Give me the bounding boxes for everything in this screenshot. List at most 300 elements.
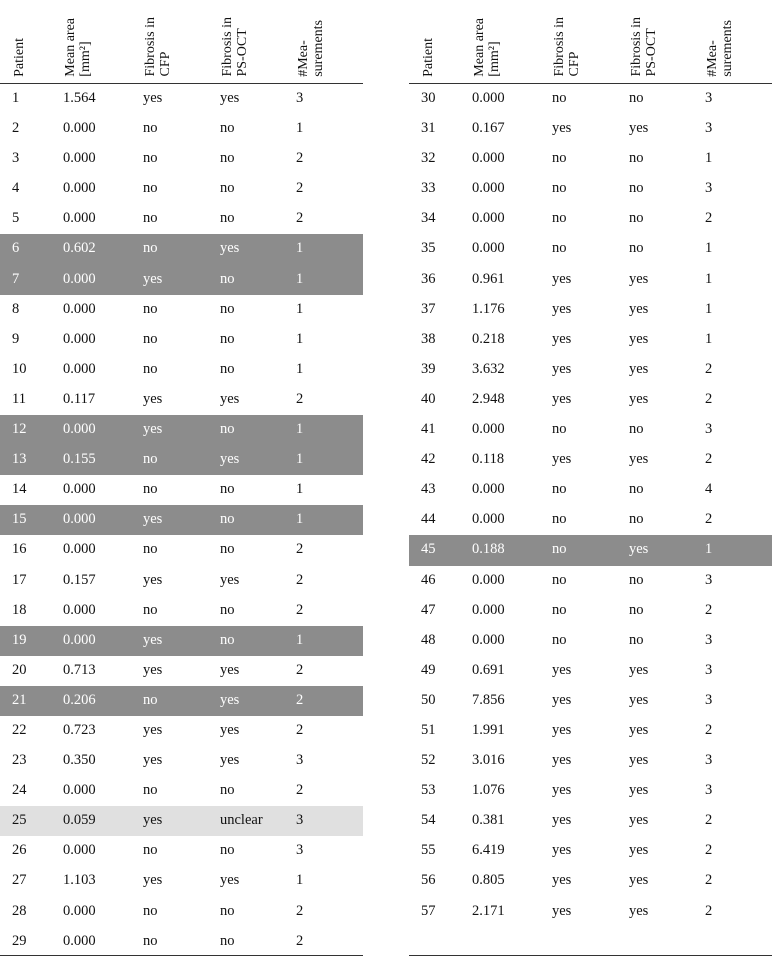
cell-fibrosis-cfp: yes xyxy=(552,782,572,799)
cell-measurements: 2 xyxy=(296,691,304,708)
cell-mean-area: 1.991 xyxy=(472,721,505,738)
cell-measurements: 2 xyxy=(705,872,713,889)
cell-measurements: 2 xyxy=(296,571,304,588)
cell-measurements: 2 xyxy=(296,902,304,919)
table-row xyxy=(409,686,772,716)
cell-fibrosis-psoct: yes xyxy=(629,872,649,889)
table-row xyxy=(0,385,363,415)
cell-patient: 30 xyxy=(421,90,436,106)
cell-fibrosis-cfp: no xyxy=(143,541,158,558)
cell-measurements: 1 xyxy=(296,360,304,377)
cell-patient: 42 xyxy=(421,451,436,468)
cell-measurements: 3 xyxy=(705,90,713,106)
cell-patient: 33 xyxy=(421,180,436,197)
cell-fibrosis-psoct: no xyxy=(220,932,235,949)
cell-measurements: 1 xyxy=(705,330,713,347)
cell-fibrosis-cfp: yes xyxy=(143,571,163,588)
cell-patient: 13 xyxy=(12,451,27,468)
cell-fibrosis-cfp: yes xyxy=(552,842,572,859)
cell-mean-area: 0.000 xyxy=(63,150,96,167)
cell-patient: 8 xyxy=(12,300,20,317)
cell-mean-area: 0.000 xyxy=(472,511,505,528)
cell-fibrosis-cfp: no xyxy=(143,180,158,197)
cell-mean-area: 0.000 xyxy=(472,150,505,167)
cell-measurements: 3 xyxy=(296,842,304,859)
cell-mean-area: 0.723 xyxy=(63,721,96,738)
cell-patient: 4 xyxy=(12,180,20,197)
cell-measurements: 1 xyxy=(296,300,304,317)
table-row xyxy=(0,204,363,234)
cell-patient: 34 xyxy=(421,210,436,227)
cell-fibrosis-psoct: yes xyxy=(220,571,240,588)
cell-measurements: 1 xyxy=(296,240,304,257)
cell-patient: 5 xyxy=(12,210,20,227)
table-row xyxy=(409,866,772,896)
cell-fibrosis-cfp: no xyxy=(552,601,567,618)
cell-mean-area: 0.000 xyxy=(63,541,96,558)
cell-mean-area: 1.076 xyxy=(472,782,505,799)
cell-fibrosis-psoct: yes xyxy=(220,90,240,106)
cell-patient: 31 xyxy=(421,120,436,137)
cell-patient: 6 xyxy=(12,240,20,257)
cell-fibrosis-psoct: yes xyxy=(629,270,649,287)
cell-measurements: 2 xyxy=(296,601,304,618)
cell-fibrosis-cfp: yes xyxy=(552,902,572,919)
cell-mean-area: 0.155 xyxy=(63,451,96,468)
cell-fibrosis-cfp: no xyxy=(552,421,567,438)
cell-measurements: 1 xyxy=(705,150,713,167)
cell-measurements: 2 xyxy=(705,451,713,468)
header-patient: Patient xyxy=(12,38,27,77)
cell-patient: 53 xyxy=(421,782,436,799)
cell-measurements: 3 xyxy=(705,120,713,137)
cell-mean-area: 2.171 xyxy=(472,902,505,919)
table-row xyxy=(0,626,363,656)
cell-measurements: 3 xyxy=(705,421,713,438)
table-row xyxy=(409,234,772,264)
cell-fibrosis-cfp: yes xyxy=(143,812,163,829)
table-row xyxy=(0,746,363,776)
table-row xyxy=(0,897,363,927)
table-row xyxy=(409,325,772,355)
cell-fibrosis-cfp: no xyxy=(552,481,567,498)
header-fibrosis-cfp: Fibrosis in CFP xyxy=(143,17,173,77)
cell-fibrosis-cfp: no xyxy=(143,240,158,257)
cell-fibrosis-psoct: no xyxy=(220,601,235,618)
cell-fibrosis-cfp: no xyxy=(552,150,567,167)
cell-fibrosis-psoct: yes xyxy=(629,300,649,317)
cell-fibrosis-psoct: unclear xyxy=(220,812,263,829)
cell-fibrosis-cfp: yes xyxy=(552,451,572,468)
cell-fibrosis-psoct: yes xyxy=(629,360,649,377)
table-row xyxy=(409,806,772,836)
cell-fibrosis-cfp: yes xyxy=(552,360,572,377)
cell-fibrosis-cfp: yes xyxy=(143,90,163,106)
cell-fibrosis-cfp: yes xyxy=(552,721,572,738)
table-row xyxy=(0,686,363,716)
cell-mean-area: 0.206 xyxy=(63,691,96,708)
table-row xyxy=(409,295,772,325)
table-row xyxy=(409,174,772,204)
cell-fibrosis-cfp: no xyxy=(552,541,567,558)
cell-fibrosis-cfp: no xyxy=(143,842,158,859)
cell-fibrosis-psoct: no xyxy=(629,421,644,438)
cell-mean-area: 1.564 xyxy=(63,90,96,106)
table-row xyxy=(409,415,772,445)
cell-patient: 57 xyxy=(421,902,436,919)
cell-fibrosis-cfp: no xyxy=(143,601,158,618)
cell-patient: 9 xyxy=(12,330,20,347)
cell-patient: 10 xyxy=(12,360,27,377)
header-mean-area: Mean area [mm²] xyxy=(63,18,93,77)
cell-fibrosis-psoct: no xyxy=(629,511,644,528)
table-row xyxy=(0,445,363,475)
cell-measurements: 2 xyxy=(705,210,713,227)
cell-mean-area: 0.000 xyxy=(472,631,505,648)
cell-patient: 23 xyxy=(12,752,27,769)
table-row xyxy=(409,84,772,114)
cell-mean-area: 0.000 xyxy=(63,360,96,377)
table-row xyxy=(0,355,363,385)
cell-patient: 2 xyxy=(12,120,20,137)
cell-patient: 29 xyxy=(12,932,27,949)
cell-fibrosis-psoct: yes xyxy=(629,451,649,468)
cell-measurements: 1 xyxy=(296,451,304,468)
cell-fibrosis-cfp: no xyxy=(143,330,158,347)
cell-mean-area: 0.000 xyxy=(63,511,96,528)
cell-patient: 22 xyxy=(12,721,27,738)
cell-measurements: 2 xyxy=(296,150,304,167)
cell-fibrosis-psoct: yes xyxy=(629,390,649,407)
table-row xyxy=(0,295,363,325)
cell-mean-area: 0.350 xyxy=(63,752,96,769)
cell-measurements: 2 xyxy=(705,721,713,738)
cell-fibrosis-cfp: no xyxy=(143,210,158,227)
cell-patient: 27 xyxy=(12,872,27,889)
cell-patient: 50 xyxy=(421,691,436,708)
cell-fibrosis-psoct: yes xyxy=(629,330,649,347)
table-row xyxy=(409,746,772,776)
header-measurements: #Mea- surements xyxy=(296,20,326,77)
cell-fibrosis-psoct: yes xyxy=(629,661,649,678)
cell-mean-area: 1.103 xyxy=(63,872,96,889)
cell-mean-area: 0.000 xyxy=(63,932,96,949)
cell-fibrosis-psoct: no xyxy=(220,511,235,528)
header-fibrosis-psoct: Fibrosis in PS-OCT xyxy=(220,17,250,77)
header-fibrosis-cfp: Fibrosis in CFP xyxy=(552,17,582,77)
cell-fibrosis-cfp: no xyxy=(143,481,158,498)
cell-mean-area: 0.000 xyxy=(63,120,96,137)
cell-patient: 55 xyxy=(421,842,436,859)
cell-measurements: 2 xyxy=(296,390,304,407)
cell-measurements: 1 xyxy=(296,481,304,498)
cell-measurements: 2 xyxy=(296,210,304,227)
cell-fibrosis-psoct: no xyxy=(220,541,235,558)
cell-measurements: 2 xyxy=(296,661,304,678)
table-row xyxy=(409,626,772,656)
cell-mean-area: 0.000 xyxy=(63,902,96,919)
cell-measurements: 1 xyxy=(296,330,304,347)
table-row xyxy=(0,596,363,626)
table-row xyxy=(0,325,363,355)
table-row xyxy=(409,265,772,295)
cell-fibrosis-psoct: yes xyxy=(629,691,649,708)
cell-patient: 38 xyxy=(421,330,436,347)
cell-fibrosis-cfp: yes xyxy=(143,390,163,407)
cell-mean-area: 0.000 xyxy=(63,421,96,438)
cell-fibrosis-cfp: no xyxy=(143,691,158,708)
cell-mean-area: 0.000 xyxy=(472,481,505,498)
cell-measurements: 3 xyxy=(705,180,713,197)
cell-patient: 37 xyxy=(421,300,436,317)
cell-patient: 35 xyxy=(421,240,436,257)
cell-mean-area: 0.000 xyxy=(63,210,96,227)
cell-measurements: 2 xyxy=(705,511,713,528)
cell-mean-area: 0.000 xyxy=(472,571,505,588)
cell-fibrosis-psoct: no xyxy=(220,180,235,197)
cell-fibrosis-cfp: no xyxy=(552,240,567,257)
cell-mean-area: 0.961 xyxy=(472,270,505,287)
header-fibrosis-psoct: Fibrosis in PS-OCT xyxy=(629,17,659,77)
cell-fibrosis-cfp: no xyxy=(143,932,158,949)
cell-fibrosis-psoct: no xyxy=(220,360,235,377)
cell-mean-area: 0.000 xyxy=(63,631,96,648)
cell-fibrosis-psoct: no xyxy=(220,270,235,287)
cell-patient: 44 xyxy=(421,511,436,528)
cell-patient: 16 xyxy=(12,541,27,558)
header-patient: Patient xyxy=(421,38,436,77)
cell-fibrosis-psoct: no xyxy=(220,150,235,167)
cell-fibrosis-psoct: no xyxy=(220,481,235,498)
cell-patient: 21 xyxy=(12,691,27,708)
cell-measurements: 2 xyxy=(705,812,713,829)
cell-fibrosis-cfp: no xyxy=(552,571,567,588)
table-row xyxy=(0,114,363,144)
cell-measurements: 1 xyxy=(705,240,713,257)
cell-measurements: 1 xyxy=(296,631,304,648)
cell-fibrosis-psoct: yes xyxy=(220,240,240,257)
table-row xyxy=(0,265,363,295)
cell-patient: 49 xyxy=(421,661,436,678)
cell-fibrosis-cfp: yes xyxy=(143,752,163,769)
cell-mean-area: 0.000 xyxy=(63,601,96,618)
cell-fibrosis-psoct: yes xyxy=(629,812,649,829)
cell-fibrosis-cfp: no xyxy=(552,90,567,106)
cell-fibrosis-psoct: no xyxy=(220,300,235,317)
cell-patient: 12 xyxy=(12,421,27,438)
cell-mean-area: 2.948 xyxy=(472,390,505,407)
cell-mean-area: 0.000 xyxy=(63,782,96,799)
cell-mean-area: 6.419 xyxy=(472,842,505,859)
cell-fibrosis-cfp: yes xyxy=(552,390,572,407)
cell-patient: 19 xyxy=(12,631,27,648)
cell-fibrosis-psoct: no xyxy=(629,601,644,618)
cell-patient: 36 xyxy=(421,270,436,287)
table-row xyxy=(409,897,772,927)
cell-measurements: 2 xyxy=(705,842,713,859)
cell-fibrosis-cfp: yes xyxy=(552,120,572,137)
cell-patient: 52 xyxy=(421,752,436,769)
cell-patient: 3 xyxy=(12,150,20,167)
table-row xyxy=(0,836,363,866)
table-row xyxy=(409,114,772,144)
cell-fibrosis-psoct: no xyxy=(629,150,644,167)
cell-fibrosis-psoct: yes xyxy=(220,752,240,769)
cell-fibrosis-cfp: yes xyxy=(143,631,163,648)
header-measurements: #Mea- surements xyxy=(705,20,735,77)
cell-mean-area: 0.713 xyxy=(63,661,96,678)
cell-fibrosis-cfp: yes xyxy=(552,872,572,889)
cell-fibrosis-cfp: no xyxy=(552,631,567,648)
cell-fibrosis-cfp: yes xyxy=(552,270,572,287)
cell-fibrosis-cfp: no xyxy=(552,511,567,528)
cell-fibrosis-cfp: yes xyxy=(143,421,163,438)
cell-mean-area: 0.000 xyxy=(63,842,96,859)
cell-measurements: 2 xyxy=(296,541,304,558)
cell-patient: 39 xyxy=(421,360,436,377)
cell-fibrosis-cfp: yes xyxy=(143,661,163,678)
cell-fibrosis-psoct: yes xyxy=(629,842,649,859)
cell-fibrosis-psoct: no xyxy=(220,210,235,227)
cell-fibrosis-psoct: no xyxy=(220,330,235,347)
cell-fibrosis-psoct: no xyxy=(629,571,644,588)
cell-measurements: 2 xyxy=(705,390,713,407)
table-row xyxy=(409,566,772,596)
cell-measurements: 1 xyxy=(705,300,713,317)
cell-measurements: 1 xyxy=(296,270,304,287)
cell-mean-area: 1.176 xyxy=(472,300,505,317)
left-table xyxy=(0,0,363,957)
cell-fibrosis-psoct: no xyxy=(629,631,644,648)
cell-mean-area: 0.381 xyxy=(472,812,505,829)
cell-patient: 45 xyxy=(421,541,436,558)
cell-measurements: 3 xyxy=(296,90,304,106)
table-row xyxy=(0,927,363,957)
cell-mean-area: 0.000 xyxy=(63,180,96,197)
table-row xyxy=(409,385,772,415)
cell-patient: 26 xyxy=(12,842,27,859)
cell-measurements: 2 xyxy=(296,782,304,799)
cell-fibrosis-psoct: no xyxy=(629,481,644,498)
cell-fibrosis-psoct: no xyxy=(220,782,235,799)
cell-mean-area: 0.167 xyxy=(472,120,505,137)
cell-patient: 28 xyxy=(12,902,27,919)
cell-fibrosis-cfp: yes xyxy=(552,752,572,769)
cell-fibrosis-cfp: no xyxy=(143,360,158,377)
table-row xyxy=(409,505,772,535)
cell-fibrosis-psoct: yes xyxy=(220,691,240,708)
table-row xyxy=(409,475,772,505)
cell-patient: 24 xyxy=(12,782,27,799)
cell-fibrosis-cfp: no xyxy=(552,210,567,227)
table-row xyxy=(409,144,772,174)
cell-fibrosis-psoct: yes xyxy=(629,721,649,738)
table-row xyxy=(0,84,363,114)
cell-measurements: 2 xyxy=(705,902,713,919)
cell-patient: 14 xyxy=(12,481,27,498)
cell-patient: 32 xyxy=(421,150,436,167)
cell-measurements: 1 xyxy=(296,421,304,438)
cell-patient: 25 xyxy=(12,812,27,829)
cell-mean-area: 0.157 xyxy=(63,571,96,588)
bottom-rule xyxy=(0,955,363,956)
bottom-rule xyxy=(409,955,772,956)
cell-fibrosis-cfp: no xyxy=(143,451,158,468)
cell-mean-area: 0.117 xyxy=(63,390,96,407)
cell-fibrosis-psoct: yes xyxy=(629,120,649,137)
cell-fibrosis-cfp: no xyxy=(143,300,158,317)
cell-fibrosis-cfp: yes xyxy=(143,721,163,738)
cell-mean-area: 0.059 xyxy=(63,812,96,829)
cell-fibrosis-psoct: yes xyxy=(629,541,649,558)
cell-fibrosis-cfp: no xyxy=(143,120,158,137)
table-row xyxy=(0,475,363,505)
cell-mean-area: 0.691 xyxy=(472,661,505,678)
cell-mean-area: 0.218 xyxy=(472,330,505,347)
cell-fibrosis-cfp: yes xyxy=(143,872,163,889)
cell-fibrosis-cfp: yes xyxy=(552,691,572,708)
cell-patient: 54 xyxy=(421,812,436,829)
cell-mean-area: 0.188 xyxy=(472,541,505,558)
cell-fibrosis-psoct: yes xyxy=(220,451,240,468)
cell-patient: 18 xyxy=(12,601,27,618)
cell-measurements: 2 xyxy=(296,932,304,949)
right-table xyxy=(409,0,772,927)
cell-fibrosis-psoct: yes xyxy=(629,782,649,799)
table-row xyxy=(0,776,363,806)
cell-mean-area: 0.000 xyxy=(472,210,505,227)
cell-patient: 48 xyxy=(421,631,436,648)
cell-fibrosis-psoct: no xyxy=(220,631,235,648)
table-row xyxy=(0,415,363,445)
cell-fibrosis-psoct: yes xyxy=(220,661,240,678)
table-row xyxy=(0,535,363,565)
header-mean-area: Mean area [mm²] xyxy=(472,18,502,77)
cell-fibrosis-psoct: yes xyxy=(629,902,649,919)
table-row xyxy=(409,204,772,234)
table-row xyxy=(409,355,772,385)
cell-measurements: 3 xyxy=(705,752,713,769)
cell-measurements: 1 xyxy=(705,541,713,558)
cell-fibrosis-cfp: yes xyxy=(552,812,572,829)
cell-measurements: 3 xyxy=(296,752,304,769)
cell-measurements: 4 xyxy=(705,481,713,498)
cell-measurements: 1 xyxy=(705,270,713,287)
cell-fibrosis-psoct: no xyxy=(629,90,644,106)
cell-patient: 11 xyxy=(12,390,26,407)
cell-fibrosis-cfp: no xyxy=(552,180,567,197)
cell-fibrosis-cfp: no xyxy=(143,902,158,919)
cell-measurements: 3 xyxy=(705,631,713,648)
table-row xyxy=(0,144,363,174)
cell-mean-area: 0.000 xyxy=(472,421,505,438)
cell-measurements: 1 xyxy=(296,120,304,137)
cell-fibrosis-psoct: no xyxy=(220,421,235,438)
table-row xyxy=(0,234,363,264)
cell-mean-area: 0.000 xyxy=(63,270,96,287)
cell-measurements: 3 xyxy=(705,782,713,799)
table-row xyxy=(409,656,772,686)
cell-mean-area: 0.000 xyxy=(472,90,505,106)
cell-fibrosis-cfp: yes xyxy=(143,511,163,528)
cell-mean-area: 0.000 xyxy=(63,481,96,498)
cell-mean-area: 0.000 xyxy=(472,601,505,618)
cell-fibrosis-psoct: yes xyxy=(220,872,240,889)
cell-fibrosis-cfp: yes xyxy=(552,661,572,678)
cell-measurements: 2 xyxy=(296,180,304,197)
table-row xyxy=(409,445,772,475)
cell-fibrosis-psoct: no xyxy=(629,210,644,227)
